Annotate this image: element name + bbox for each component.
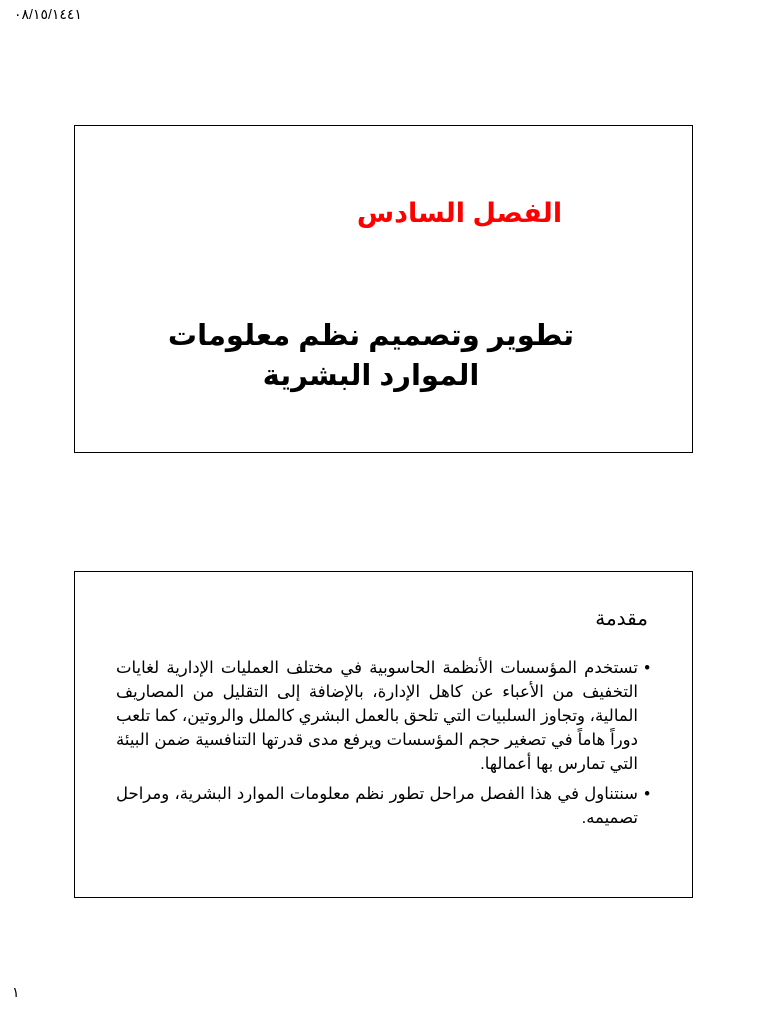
page-date: ٠٨/١٥/١٤٤١ [14, 6, 82, 22]
bullet-text: تستخدم المؤسسات الأنظمة الحاسوبية في مختلف العمليات الإدارية لغايات التخفيف من الأعباء عن كاهل الإدارة، بالإضافة إلى التقليل من المصاريف المالية، وتجاوز السلبيات التي تلحق بالعمل البشري كالملل والروتين، كما تلعب دوراً هاماً في تصغير حجم المؤسسات ويرفع مدى قدرتها التنافسية ضمن البيئة التي تمارس بها أعمالها. [116, 659, 638, 773]
bullet-icon: • [644, 785, 650, 803]
chapter-title [75, 198, 692, 229]
title-slide [74, 125, 693, 453]
bullet-list [116, 656, 648, 836]
bullet-item [116, 656, 648, 776]
introduction-slide [74, 571, 693, 898]
page-number: ١ [12, 984, 20, 1000]
bullet-item [116, 782, 648, 830]
chapter-title-text: الفصل السادس [356, 198, 563, 228]
subject-title: تطوير وتصميم نظم معلومات الموارد البشرية [167, 320, 575, 392]
section-heading: مقدمة [595, 608, 648, 630]
bullet-icon: • [644, 659, 650, 677]
bullet-text: سنتناول في هذا الفصل مراحل تطور نظم معلومات الموارد البشرية، ومراحل تصميمه. [116, 785, 638, 827]
